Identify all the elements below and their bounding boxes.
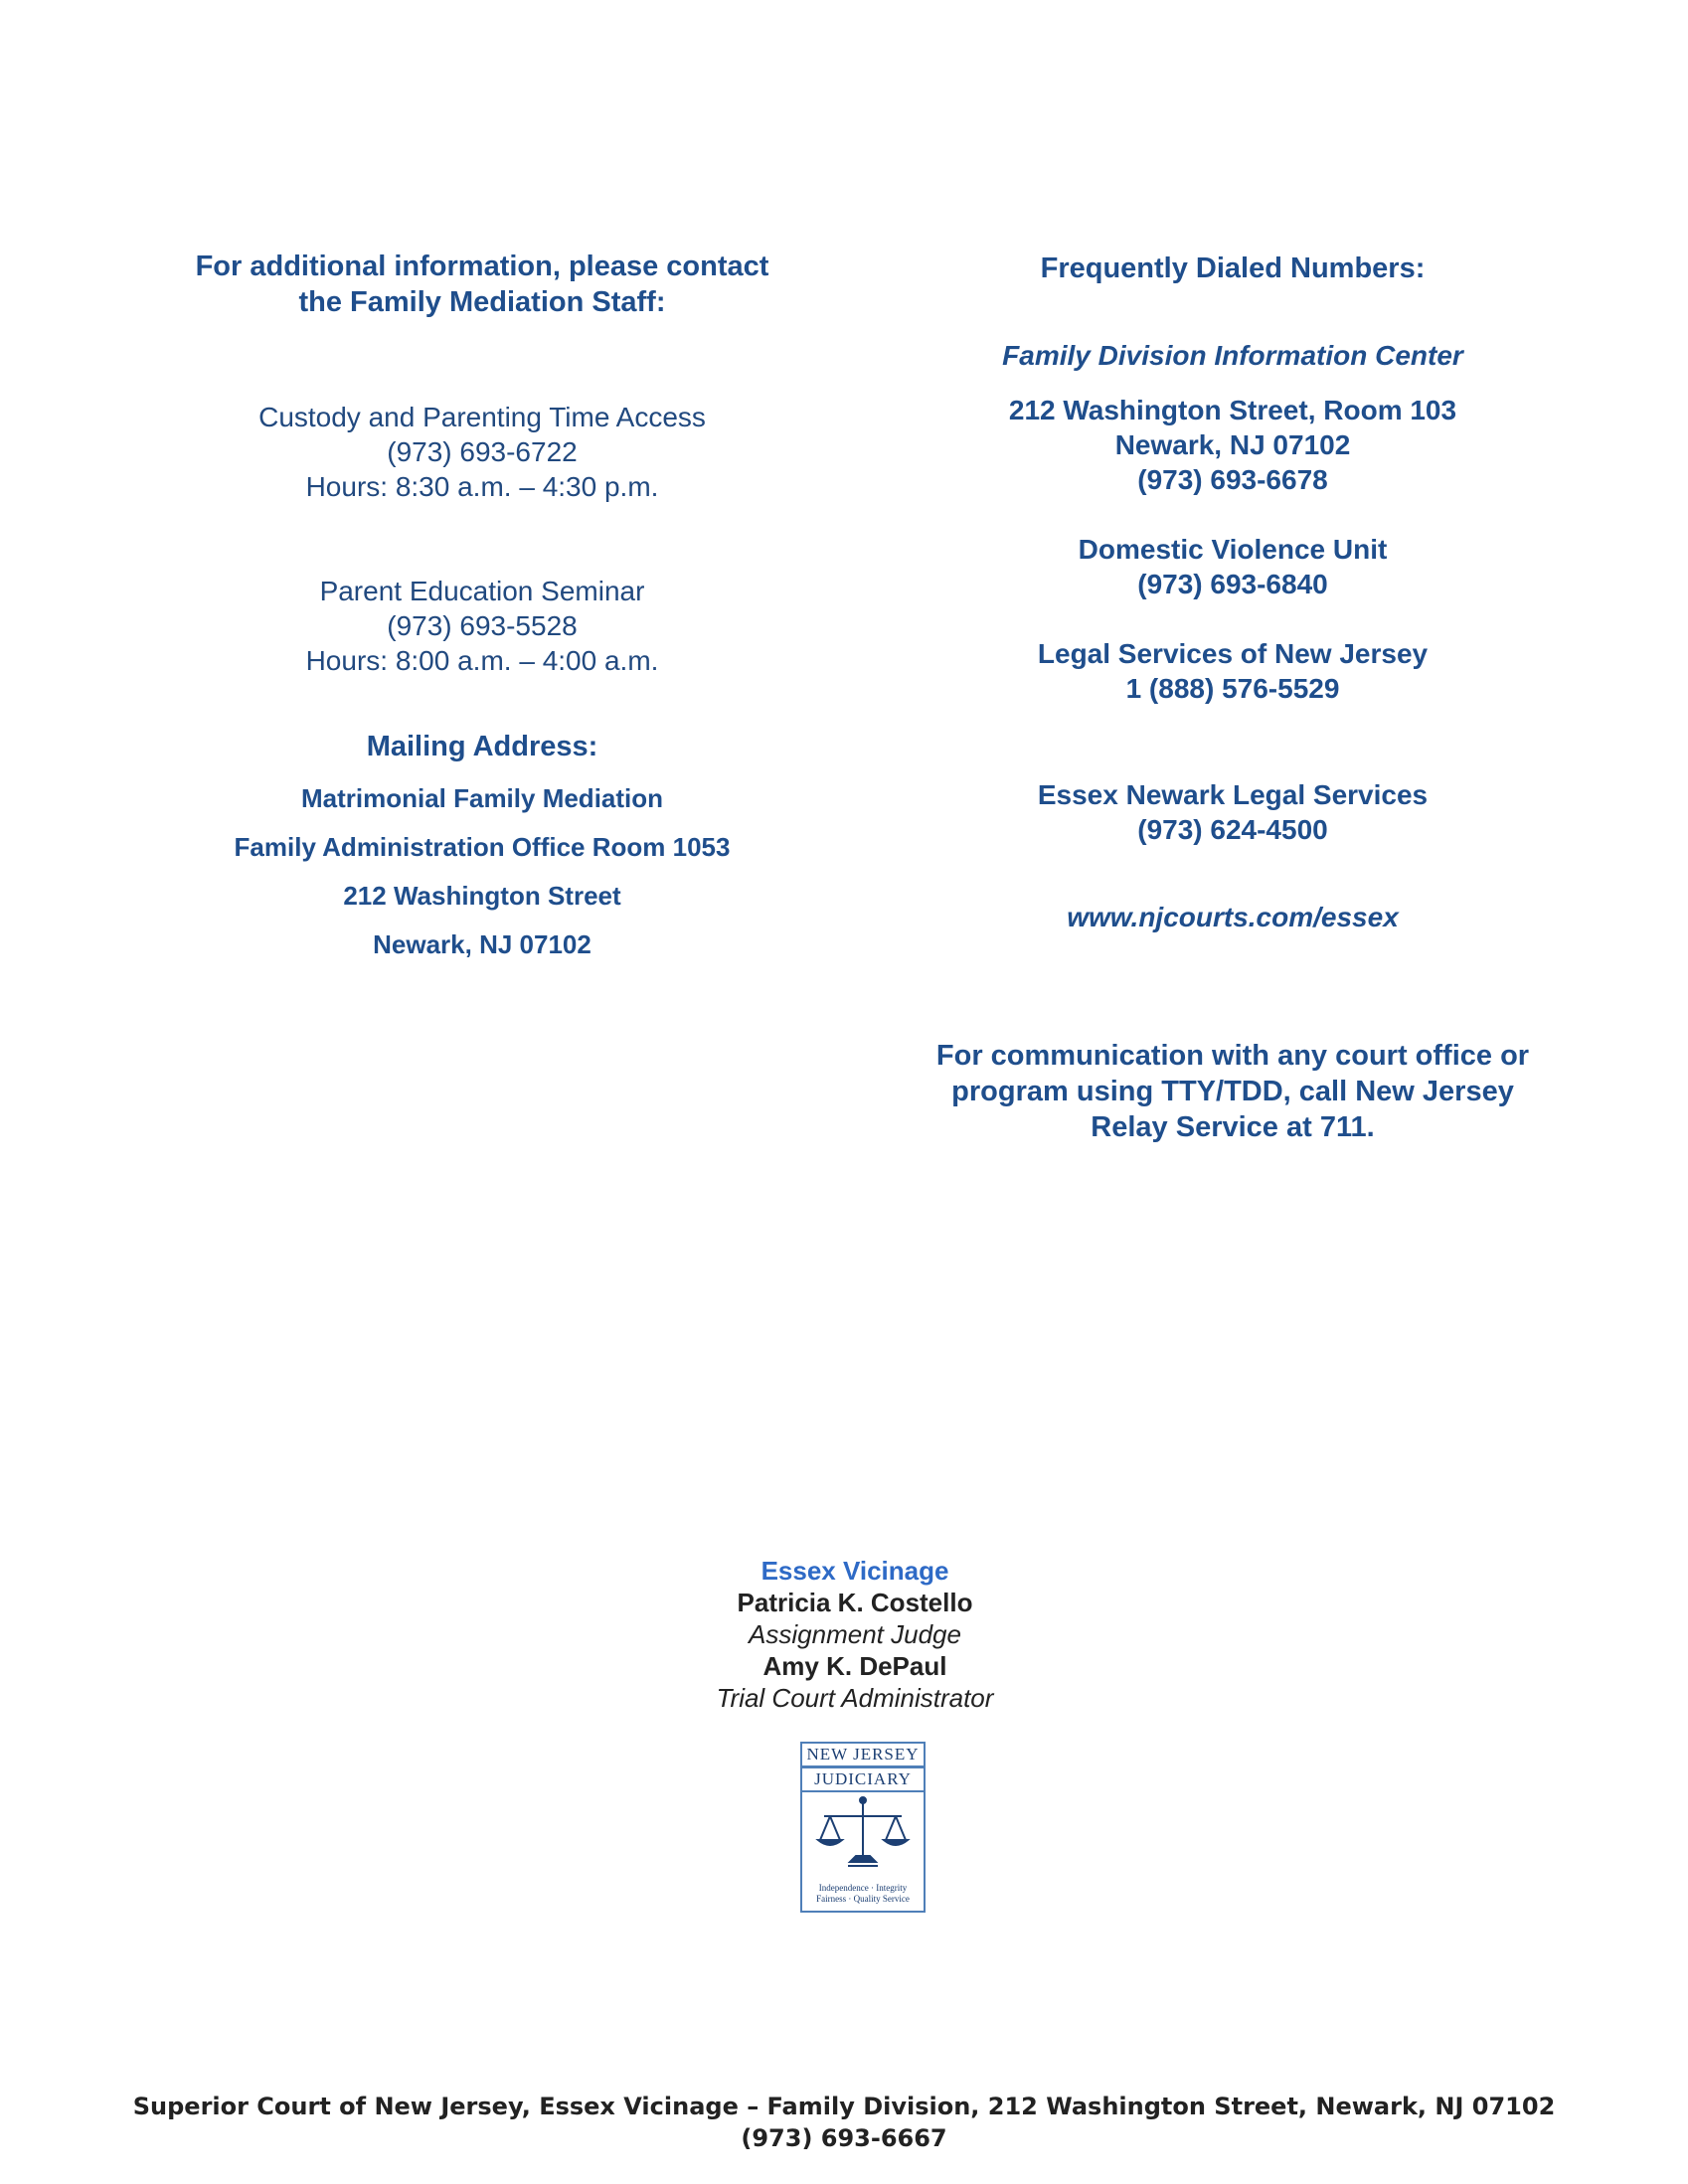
logo-motto: [802, 1883, 924, 1905]
custody-name: Custody and Parenting Time Access: [258, 402, 706, 432]
mailing-line1: Matrimonial Family Mediation: [300, 783, 664, 813]
info-center-name: Family Division Information Center: [1002, 340, 1463, 371]
tty-line3: Relay Service at 711.: [1091, 1111, 1375, 1143]
seminar-name: Parent Education Seminar: [319, 576, 645, 606]
numbers-heading: Frequently Dialed Numbers:: [1040, 252, 1426, 284]
logo-motto-line1: Independence · Integrity: [818, 1883, 908, 1893]
mailing-line2: Family Administration Office Room 1053: [234, 832, 731, 862]
admin-name: Amy K. DePaul: [762, 1651, 947, 1681]
legal-services-nj-name: Legal Services of New Jersey: [1037, 638, 1429, 669]
info-center-address2: Newark, NJ 07102: [1114, 429, 1351, 460]
dv-unit-name: Domestic Violence Unit: [1078, 534, 1388, 565]
custody-phone: (973) 693-6722: [387, 436, 578, 467]
admin-title: Trial Court Administrator: [716, 1683, 994, 1713]
judge-title: Assignment Judge: [749, 1619, 961, 1649]
essex-legal-phone: (973) 624-4500: [1137, 814, 1328, 845]
info-center-address1: 212 Washington Street, Room 103: [1008, 395, 1457, 425]
logo-line2: JUDICIARY: [802, 1767, 924, 1792]
seminar-phone: (973) 693-5528: [387, 610, 578, 641]
mailing-heading: Mailing Address:: [366, 731, 598, 762]
signature-block: [596, 1555, 1113, 1714]
logo-motto-line2: Fairness · Quality Service: [816, 1894, 910, 1904]
footer-address: Superior Court of New Jersey, Essex Vicinage – Family Division, 212 Washington Street, Newark, NJ 07102: [132, 2093, 1556, 2120]
logo-line1: NEW JERSEY: [802, 1744, 924, 1767]
dv-unit-phone: (973) 693-6840: [1137, 569, 1328, 599]
website-link[interactable]: www.njcourts.com/essex: [1067, 902, 1399, 932]
footer: [0, 2091, 1688, 2154]
mailing-line3: 212 Washington Street: [343, 881, 621, 911]
tty-line2: program using TTY/TDD, call New Jersey: [951, 1076, 1514, 1107]
info-center-phone: (973) 693-6678: [1137, 464, 1328, 495]
essex-legal-name: Essex Newark Legal Services: [1037, 779, 1429, 810]
tty-line1: For communication with any court office or: [935, 1040, 1530, 1072]
vicinage-title: Essex Vicinage: [760, 1556, 949, 1586]
mailing-line4: Newark, NJ 07102: [373, 929, 591, 959]
nj-judiciary-logo: [800, 1742, 926, 1913]
contact-heading-line2: the Family Mediation Staff:: [298, 286, 666, 318]
contact-heading-line1: For additional information, please contact: [195, 251, 769, 282]
judge-name: Patricia K. Costello: [737, 1588, 973, 1617]
custody-hours: Hours: 8:30 a.m. – 4:30 p.m.: [305, 471, 659, 502]
seminar-hours: Hours: 8:00 a.m. – 4:00 a.m.: [305, 645, 659, 676]
footer-phone: (973) 693-6667: [741, 2124, 947, 2152]
scales-of-justice-icon: [802, 1792, 924, 1876]
legal-services-nj-phone: 1 (888) 576-5529: [1125, 673, 1340, 704]
